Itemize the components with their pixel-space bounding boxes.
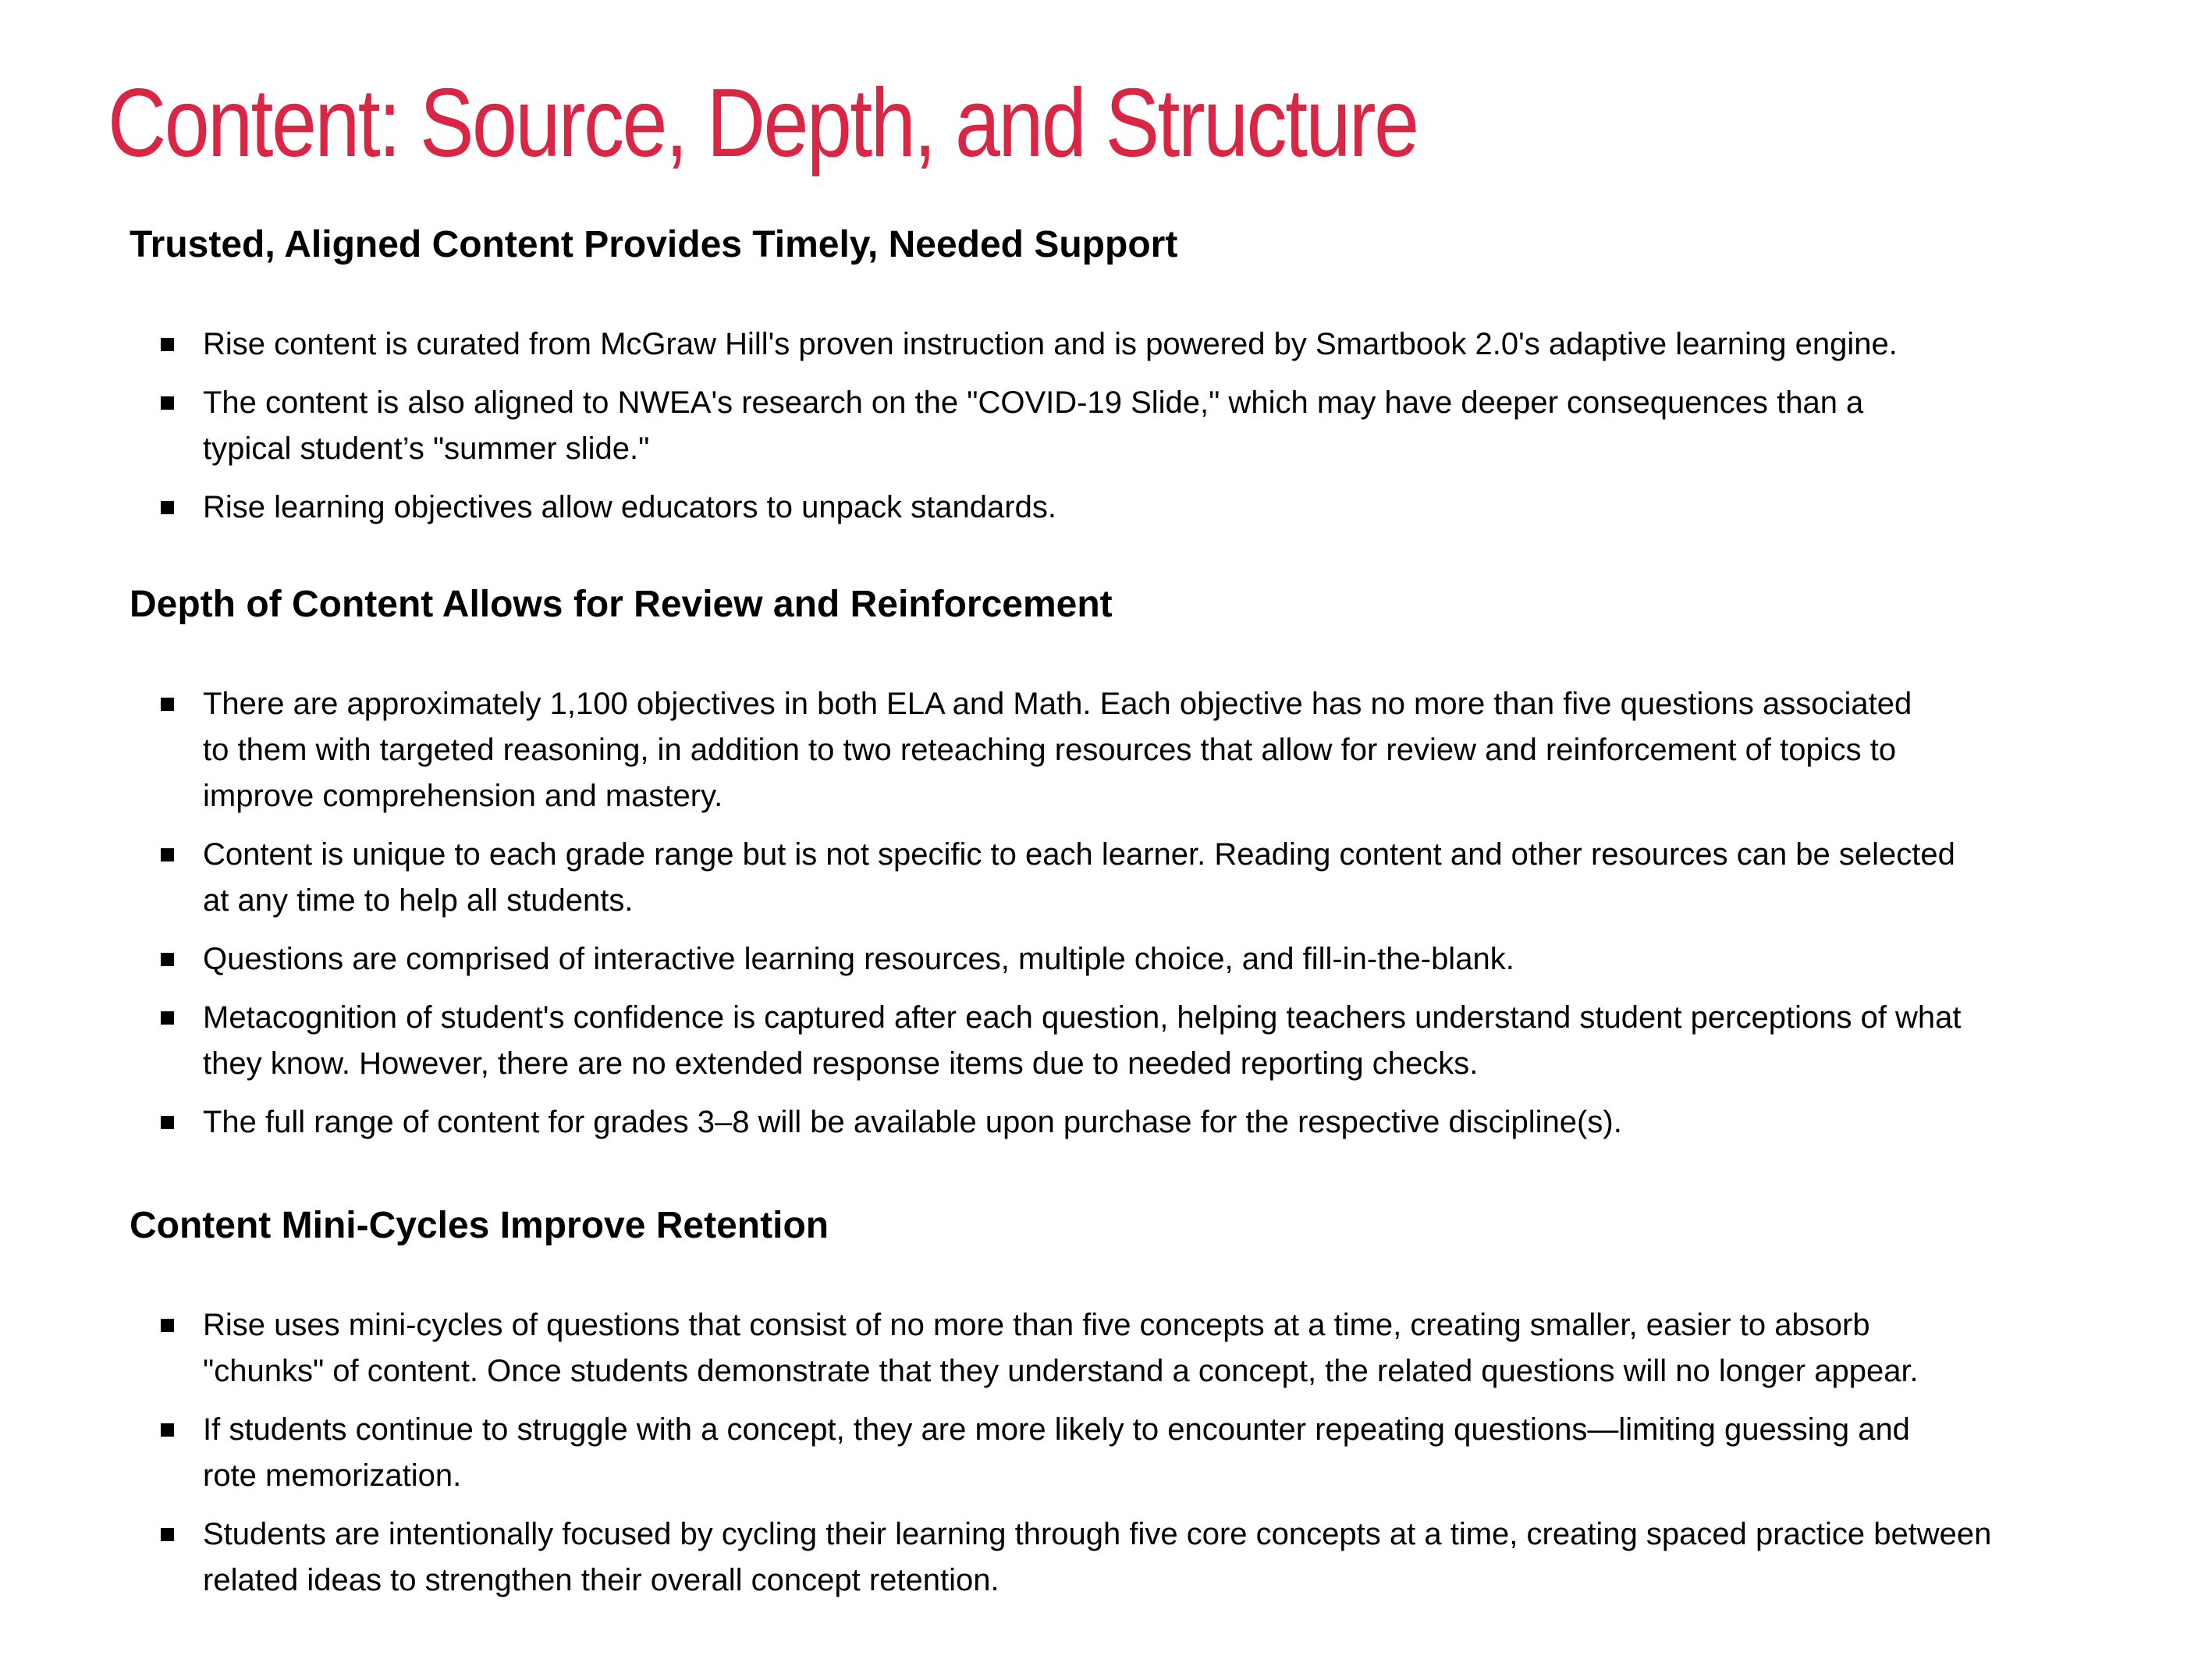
square-bullet-icon: [161, 1319, 174, 1332]
list-item: [156, 1302, 2122, 1394]
bullet-text-line: There are approximately 1,100 objectives in both ELA and Math. Each objective has no more than five questions associated: [203, 687, 1912, 721]
bullet-text-line: to them with targeted reasoning, in addition to two reteaching resources that allow for review and reinforcement of topics to: [203, 733, 1897, 767]
bullet-text-line: Rise uses mini-cycles of questions that consist of no more than five concepts at a time, creating smaller, easier to absorb: [203, 1308, 1870, 1342]
list-item: [156, 1407, 2122, 1499]
square-bullet-icon: [161, 1011, 174, 1025]
square-bullet-icon: [161, 698, 174, 711]
bullet-text-line: Students are intentionally focused by cycling their learning through five core concepts at a time, creating spaced practice between: [203, 1517, 1992, 1551]
square-bullet-icon: [161, 848, 174, 861]
bullet-text-line: they know. However, there are no extended response items due to needed reporting checks.: [203, 1046, 1479, 1081]
bullet-text-line: Metacognition of student's confidence is captured after each question, helping teachers understand student perceptions of what: [203, 1000, 1962, 1035]
bullet-text-line: related ideas to strengthen their overall concept retention.: [203, 1563, 999, 1597]
section-heading-trusted-content: Trusted, Aligned Content Provides Timely, Needed Support: [130, 224, 1178, 265]
list-item: [156, 321, 2122, 368]
list-item: [156, 681, 2122, 819]
bullet-text-line: improve comprehension and mastery.: [203, 779, 723, 813]
list-item: [156, 485, 2122, 531]
bullet-text-line: The content is also aligned to NWEA's research on the "COVID-19 Slide," which may have deeper consequences than a: [203, 385, 1864, 420]
bullet-text: [203, 485, 2122, 531]
square-bullet-icon: [161, 953, 174, 966]
bullet-text: [203, 380, 2122, 472]
bullet-text-line: Content is unique to each grade range but is not specific to each learner. Reading content and other resources can be selected: [203, 837, 1955, 872]
list-item: [156, 1512, 2122, 1604]
list-item: [156, 380, 2122, 472]
bullet-text: [203, 1099, 2122, 1146]
bullet-text: [203, 1512, 2122, 1604]
bullet-text-line: Rise content is curated from McGraw Hill's proven instruction and is powered by Smartbook 2.0's adaptive learning engine.: [203, 327, 1898, 361]
bullet-text-line: at any time to help all students.: [203, 883, 634, 918]
bullet-text: [203, 936, 2122, 982]
square-bullet-icon: [161, 396, 174, 410]
bullet-text: [203, 321, 2122, 368]
bullet-text: [203, 832, 2122, 924]
bullet-text-line: Questions are comprised of interactive learning resources, multiple choice, and fill-in-the-blank.: [203, 942, 1514, 976]
list-item: [156, 832, 2122, 924]
page-title: Content: Source, Depth, and Structure: [108, 69, 1418, 177]
square-bullet-icon: [161, 1528, 174, 1541]
bullet-text-line: "chunks" of content. Once students demonstrate that they understand a concept, the related questions will no longer appear.: [203, 1354, 1919, 1388]
section-heading-depth-of-content: Depth of Content Allows for Review and Reinforcement: [130, 584, 1113, 625]
bullet-list-mini-cycles: [156, 1302, 2122, 1616]
list-item: [156, 936, 2122, 982]
bullet-text: [203, 681, 2122, 819]
bullet-text-line: The full range of content for grades 3–8 will be available upon purchase for the respective discipline(s).: [203, 1105, 1622, 1139]
bullet-list-trusted-content: [156, 321, 2122, 543]
bullet-text: [203, 1302, 2122, 1394]
bullet-text: [203, 995, 2122, 1087]
square-bullet-icon: [161, 338, 174, 351]
list-item: [156, 1099, 2122, 1146]
square-bullet-icon: [161, 1423, 174, 1437]
bullet-text-line: If students continue to struggle with a concept, they are more likely to encounter repeating questions—limiting guessing and: [203, 1412, 1910, 1447]
section-heading-mini-cycles: Content Mini-Cycles Improve Retention: [130, 1205, 829, 1246]
bullet-list-depth-of-content: [156, 681, 2122, 1158]
bullet-text: [203, 1407, 2122, 1499]
square-bullet-icon: [161, 1116, 174, 1129]
square-bullet-icon: [161, 501, 174, 514]
bullet-text-line: Rise learning objectives allow educators to unpack standards.: [203, 490, 1056, 524]
list-item: [156, 995, 2122, 1087]
bullet-text-line: typical student’s "summer slide.": [203, 432, 650, 466]
bullet-text-line: rote memorization.: [203, 1458, 462, 1493]
